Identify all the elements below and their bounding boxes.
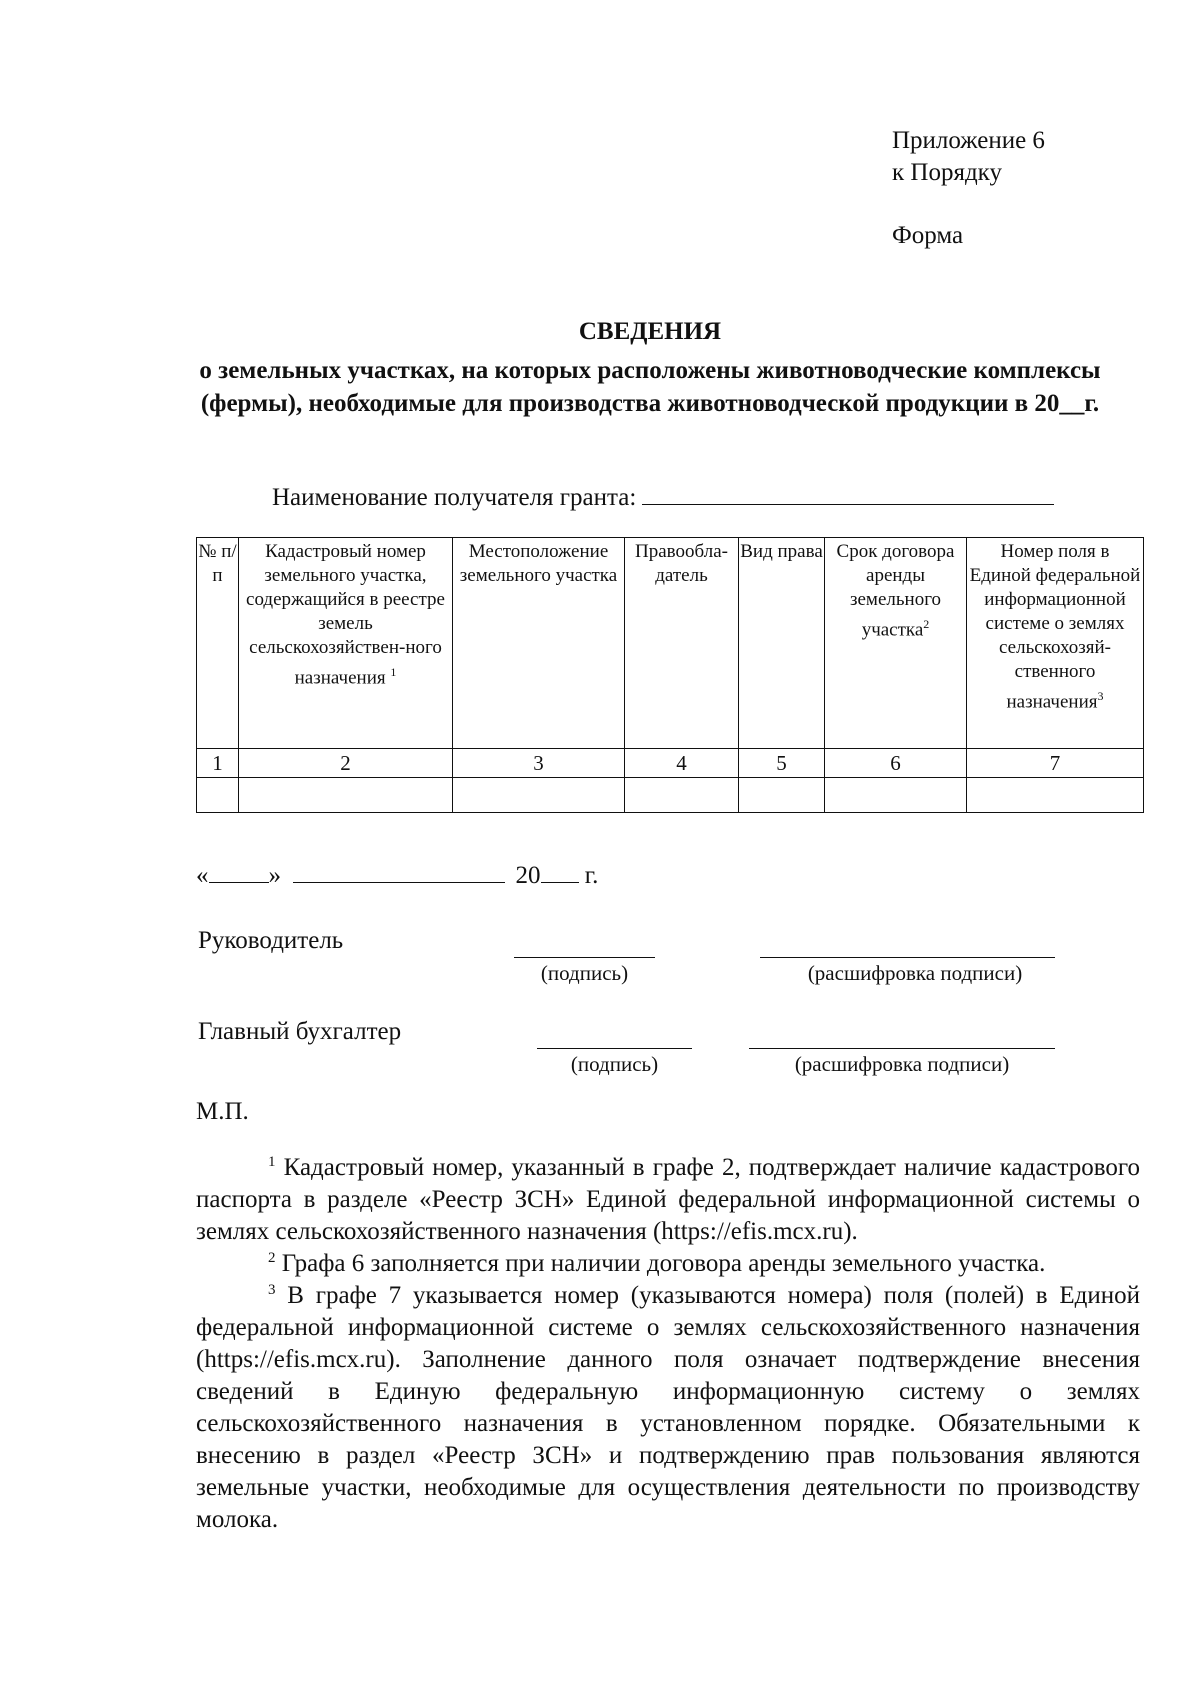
signature-decode-field-head[interactable] (760, 957, 1055, 958)
header-cell: Номер поля в Единой федеральной информационной системе о землях сельскохозяй-ственного назначения$^3$ (967, 538, 1144, 749)
table-row (197, 778, 1144, 813)
form-label: Форма (892, 222, 964, 249)
recipient-label: Наименование получателя гранта: (272, 484, 637, 511)
footnotes (196, 1152, 1140, 1536)
document-title: СВЕДЕНИЯ (578, 318, 722, 345)
footnote-mark: 2 (268, 1250, 276, 1266)
day-field[interactable] (209, 858, 269, 883)
date-line (196, 858, 598, 890)
column-number: 4 (625, 749, 739, 778)
month-field[interactable] (293, 858, 505, 883)
document-subtitle: о земельных участках, на которых расположены животноводческие комплексы (фермы), необходимые для производства животноводческой продукции в 20__г. (199, 357, 1101, 417)
footnote-text: Кадастровый номер, указанный в графе 2, подтверждает наличие кадастрового паспорта в разделе «Реестр ЗСН» Единой федеральной информационной системы о землях сельскохозяйственного назначения (https://efis.mcx.ru). (196, 1154, 1141, 1245)
year-field[interactable] (541, 858, 579, 883)
column-number: 1 (197, 749, 239, 778)
table-number-row (197, 749, 1144, 778)
footnote (196, 1280, 1140, 1536)
signature-title-head: Руководитель (198, 927, 344, 954)
footnote-text: Графа 6 заполняется при наличии договора аренды земельного участка. (281, 1250, 1046, 1277)
column-number: 7 (967, 749, 1144, 778)
signature-title-accountant: Главный бухгалтер (198, 1018, 402, 1045)
signature-caption: (подпись) (570, 1052, 659, 1076)
table-cell[interactable] (239, 778, 453, 813)
signature-caption: (подпись) (540, 961, 629, 985)
column-number: 6 (825, 749, 967, 778)
footnote (196, 1152, 1140, 1248)
table-header-row (197, 538, 1144, 749)
header-cell: Местоположение земельного участка (453, 538, 625, 749)
signature-decode-caption: (расшифровка подписи) (807, 961, 1023, 985)
column-number: 3 (453, 749, 625, 778)
footnote-mark: 1 (268, 1154, 276, 1170)
table-cell[interactable] (625, 778, 739, 813)
header-cell: Вид права (739, 538, 825, 749)
year-prefix: 20 (515, 862, 541, 889)
header-cell: Правообла-датель (625, 538, 739, 749)
header-cell: Срок договора аренды земельного участка$^2$ (825, 538, 967, 749)
footnote-mark: 3 (268, 1282, 276, 1298)
signature-field-head[interactable] (514, 957, 655, 958)
column-number: 5 (739, 749, 825, 778)
header-cell: № п/п (197, 538, 239, 749)
table-cell[interactable] (453, 778, 625, 813)
recipient-name-field[interactable] (642, 480, 1054, 505)
table-cell[interactable] (739, 778, 825, 813)
header-cell: Кадастровый номер земельного участка, содержащийся в реестре земель сельскохозяйствен-ного назначения $^1$ (239, 538, 453, 749)
signature-decode-field-accountant[interactable] (749, 1048, 1055, 1049)
annex-block (892, 125, 1045, 189)
table-cell[interactable] (967, 778, 1144, 813)
footnote-text: В графе 7 указывается номер (указываются номера) поля (полей) в Единой федеральной информационной системе о землях сельскохозяйственного назначения (https://efis.mcx.ru). Заполнение данного поля означает подтверждение внесения сведений в Единую федеральную информационную систему о землях сельскохозяйственного назначения в установленном порядке. Обязательными к внесению в раздел «Реестр ЗСН» и подтверждению прав пользования являются земельные участки, необходимые для осуществления деятельности по производству молока. (196, 1282, 1140, 1533)
annex-reference: к Порядку (892, 159, 1002, 186)
table-cell[interactable] (197, 778, 239, 813)
annex-number: Приложение 6 (892, 127, 1045, 154)
footnote (196, 1248, 1140, 1280)
land-plots-table (196, 537, 1144, 813)
table-cell[interactable] (825, 778, 967, 813)
open-quote: « (196, 862, 209, 889)
signature-field-accountant[interactable] (537, 1048, 692, 1049)
signature-decode-caption: (расшифровка подписи) (794, 1052, 1010, 1076)
year-suffix: г. (584, 862, 599, 889)
recipient-row (272, 480, 1054, 512)
column-number: 2 (239, 749, 453, 778)
close-quote: » (268, 862, 281, 889)
stamp-place: М.П. (196, 1098, 249, 1125)
